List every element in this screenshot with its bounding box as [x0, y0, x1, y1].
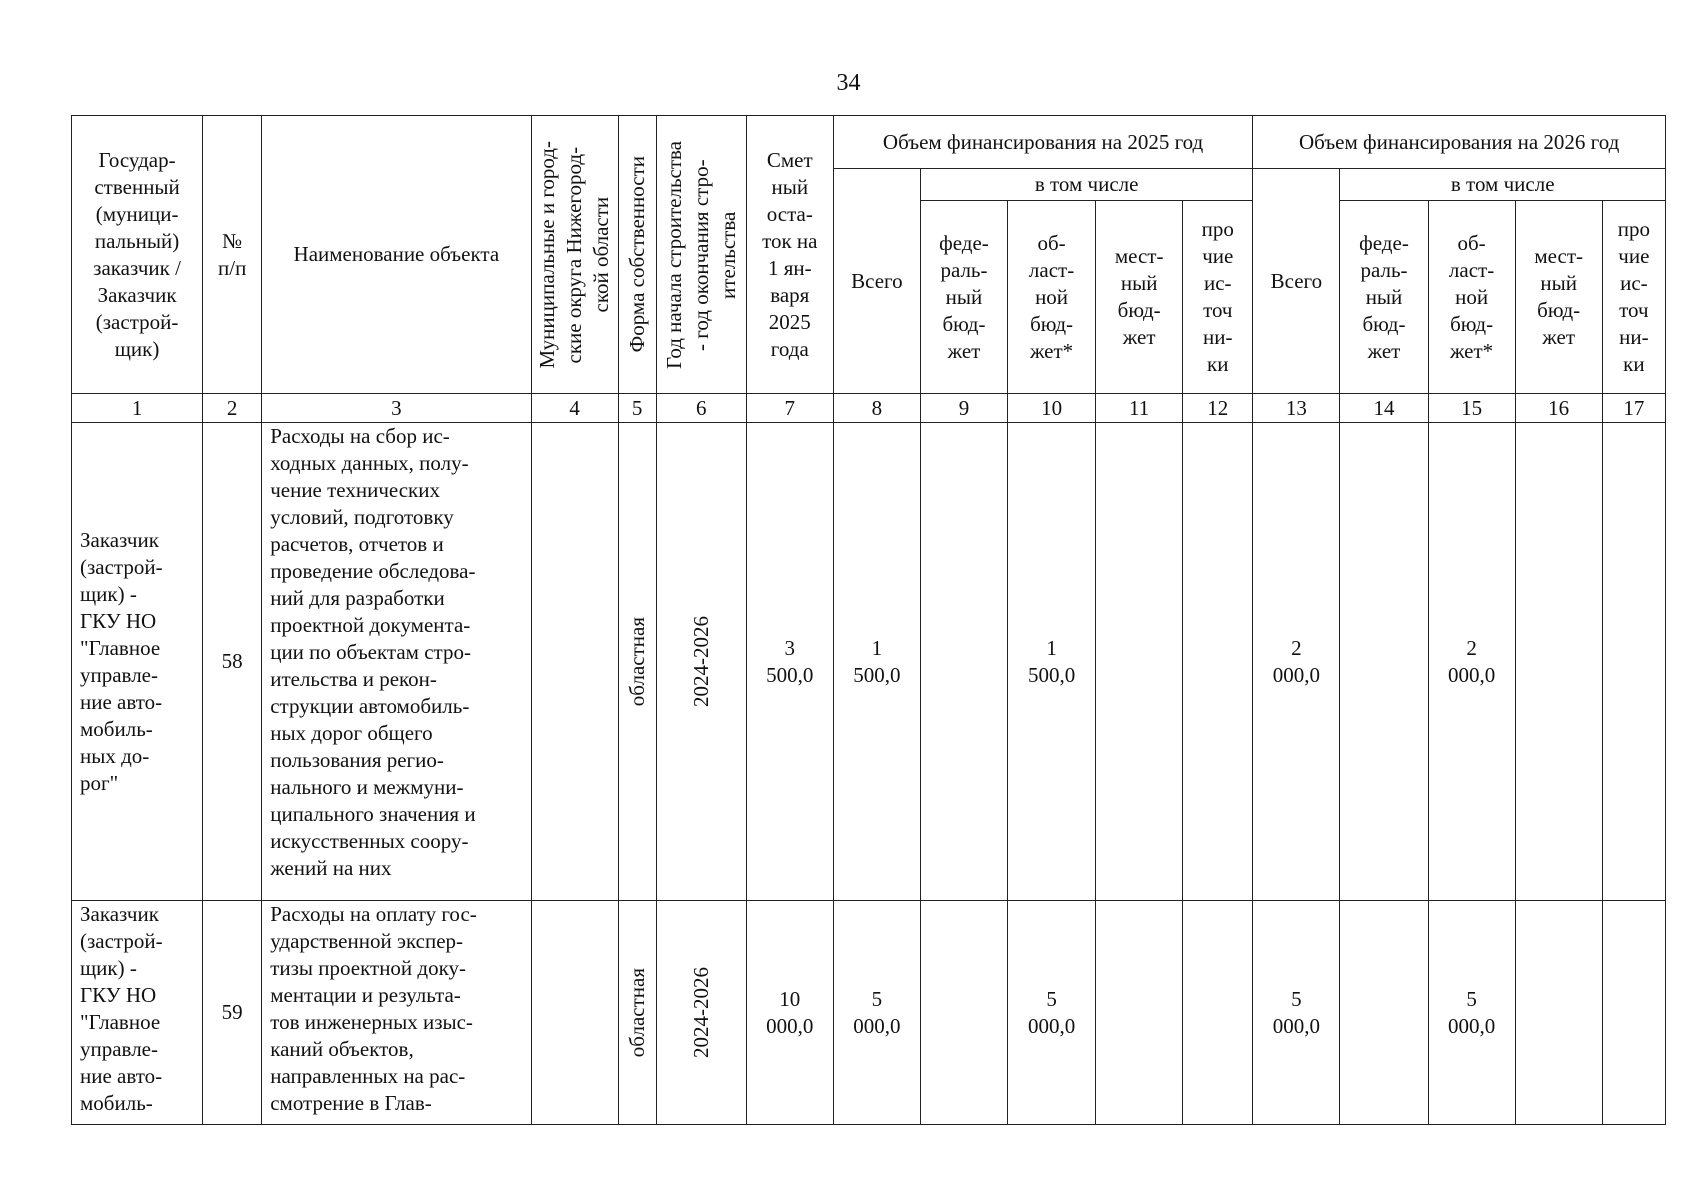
header-federal-2026: феде- раль- ный бюд- жет: [1340, 201, 1428, 394]
row-federal-2025: [920, 423, 1007, 901]
row-total-2026: 5 000,0: [1253, 901, 1340, 1125]
header-local-2026: мест- ный бюд- жет: [1515, 201, 1602, 394]
header-federal-2025: феде- раль- ный бюд- жет: [920, 201, 1007, 394]
row-municipality: [531, 901, 618, 1125]
header-funding-2025: Объем финансирования на 2025 год: [833, 116, 1253, 169]
header-local-2025: мест- ный бюд- жет: [1096, 201, 1183, 394]
row-ownership-text: областная: [624, 616, 649, 707]
row-local-2026: [1515, 423, 1602, 901]
row-estimate-balance: 3 500,0: [746, 423, 833, 901]
row-customer: Заказчик (застрой- щик) - ГКУ НО "Главное управле- ние авто- мобиль-: [72, 901, 203, 1125]
row-object-name: Расходы на сбор ис- ходных данных, полу- чение технических условий, подготовку расчетов, отчетов и проведение обследова- ний для разработки проектной документа- ции по объектам стро- ительства и рекон- струкции автомобиль- ных дорог общего пользования регио- нального и межмуни- ципального значения и искусственных соору- жений на них: [262, 423, 531, 901]
header-years: [656, 116, 746, 394]
header-object-name: Наименование объекта: [262, 116, 531, 394]
header-regional-2026: об- ласт- ной бюд- жет*: [1428, 201, 1515, 394]
row-years-text: 2024-2026: [688, 616, 713, 707]
column-numbers-row: [72, 394, 1666, 423]
row-num: 58: [203, 423, 262, 901]
column-number: 15: [1428, 394, 1515, 423]
column-number: 9: [920, 394, 1007, 423]
header-other-2025: про чие ис- точ ни- ки: [1183, 201, 1253, 394]
column-number: 8: [833, 394, 920, 423]
row-federal-2025: [920, 901, 1007, 1125]
row-ownership-text: областная: [624, 967, 649, 1058]
header-ownership-text: Форма собственности: [624, 156, 649, 353]
header-municipalities: [531, 116, 618, 394]
column-number: 12: [1183, 394, 1253, 423]
header-other-2026: про чие ис- точ ни- ки: [1602, 201, 1665, 394]
column-number: 13: [1253, 394, 1340, 423]
header-years-text: Год начала строительства - год окончания стро- ительства: [661, 140, 740, 369]
row-years: [656, 423, 746, 901]
row-local-2026: [1515, 901, 1602, 1125]
column-number: 6: [656, 394, 746, 423]
row-regional-2025: 1 500,0: [1008, 423, 1096, 901]
header-total-2025: Всего: [833, 169, 920, 394]
row-object-name: Расходы на оплату гос- ударственной экспер- тизы проектной доку- ментации и результа- тов инженерных изыс- каний объектов, направленных на рас- смотрение в Глав-: [262, 901, 531, 1125]
column-number: 7: [746, 394, 833, 423]
row-local-2025: [1096, 901, 1183, 1125]
row-federal-2026: [1340, 901, 1428, 1125]
row-years: [656, 901, 746, 1125]
column-number: 10: [1008, 394, 1096, 423]
row-regional-2025: 5 000,0: [1008, 901, 1096, 1125]
row-other-2025: [1183, 901, 1253, 1125]
header-num: № п/п: [203, 116, 262, 394]
column-number: 17: [1602, 394, 1665, 423]
row-total-2025: 5 000,0: [833, 901, 920, 1125]
row-years-text: 2024-2026: [688, 967, 713, 1058]
header-ownership: [618, 116, 656, 394]
row-estimate-balance: 10 000,0: [746, 901, 833, 1125]
header-estimate-balance: Смет ный оста- ток на 1 ян- варя 2025 года: [746, 116, 833, 394]
row-total-2025: 1 500,0: [833, 423, 920, 901]
header-including-2026: в том числе: [1340, 169, 1666, 201]
header-regional-2025: об- ласт- ной бюд- жет*: [1008, 201, 1096, 394]
header-including-2025: в том числе: [920, 169, 1252, 201]
row-customer: Заказчик (застрой- щик) - ГКУ НО "Главное управле- ние авто- мобиль- ных до- рог": [72, 423, 203, 901]
column-number: 1: [72, 394, 203, 423]
row-other-2026: [1602, 423, 1665, 901]
row-municipality: [531, 423, 618, 901]
header-funding-2026: Объем финансирования на 2026 год: [1253, 116, 1666, 169]
row-regional-2026: 2 000,0: [1428, 423, 1515, 901]
column-number: 2: [203, 394, 262, 423]
column-number: 16: [1515, 394, 1602, 423]
row-total-2026: 2 000,0: [1253, 423, 1340, 901]
row-num: 59: [203, 901, 262, 1125]
column-number: 4: [531, 394, 618, 423]
header-customer: Государ- ственный (муници- пальный) заказчик / Заказчик (застрой- щик): [72, 116, 203, 394]
column-number: 14: [1340, 394, 1428, 423]
header-total-2026: Всего: [1253, 169, 1340, 394]
table-row: [72, 423, 1666, 901]
row-other-2026: [1602, 901, 1665, 1125]
column-number: 11: [1096, 394, 1183, 423]
header-row-1: [72, 116, 1666, 169]
column-number: 5: [618, 394, 656, 423]
header-municipalities-text: Муниципальные и город- ские округа Нижегород- ской области: [535, 140, 614, 369]
row-ownership: [618, 423, 656, 901]
row-regional-2026: 5 000,0: [1428, 901, 1515, 1125]
financing-table: [71, 115, 1666, 1125]
page-number: 34: [836, 70, 861, 96]
row-local-2025: [1096, 423, 1183, 901]
row-federal-2026: [1340, 423, 1428, 901]
column-number: 3: [262, 394, 531, 423]
table-row: [72, 901, 1666, 1125]
row-ownership: [618, 901, 656, 1125]
row-other-2025: [1183, 423, 1253, 901]
